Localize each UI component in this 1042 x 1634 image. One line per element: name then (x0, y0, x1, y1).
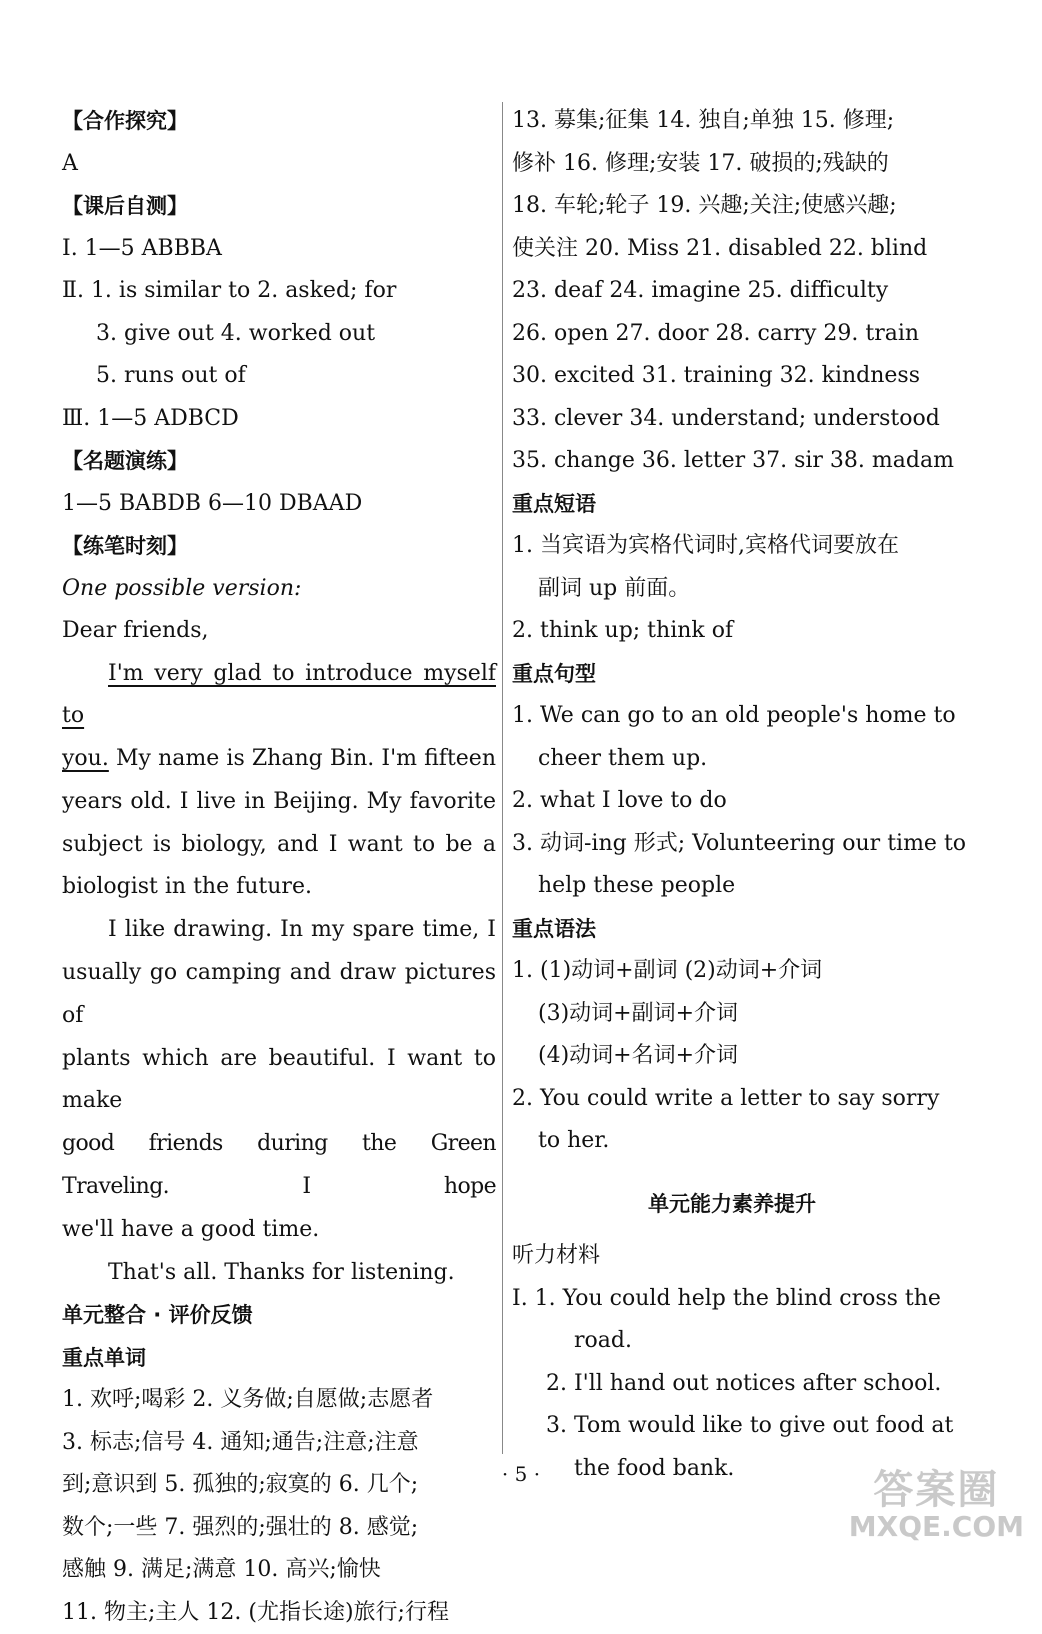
section-heading-kehou: 【课后自测】 (62, 194, 188, 218)
paragraph-text: biologist in the future. (62, 874, 312, 900)
kehou-answer-3: 3. give out 4. worked out (96, 320, 376, 346)
vocab-line: 26. open 27. door 28. carry 29. train (512, 320, 920, 346)
paragraph-text: subject is biology, and I want to be a (62, 831, 496, 857)
section-heading-danci: 重点单词 (62, 1345, 146, 1370)
watermark-text-en: MXQE.COM (848, 1510, 1024, 1543)
kehou-answer-1: Ⅰ. 1—5 ABBBA (62, 235, 222, 261)
vocab-line: 感触 9. 满足;满意 10. 高兴;愉快 (62, 1557, 381, 1583)
paragraph-text: years old. I live in Beijing. My favorite (62, 788, 496, 814)
column-divider (502, 102, 503, 1454)
paragraph-text: good friends during the Green Traveling. I hope (62, 1131, 496, 1200)
underlined-sentence: I'm very glad to introduce myself to (62, 660, 496, 729)
grammar-line: (3)动词+副词+介词 (538, 1000, 739, 1026)
letter-greeting: Dear friends, (62, 618, 209, 643)
vocab-line: 35. change 36. letter 37. sir 38. madam (512, 448, 954, 473)
vocab-line: 修补 16. 修理;安装 17. 破损的;残缺的 (512, 150, 889, 176)
kehou-answer-2: Ⅱ. 1. is similar to 2. asked; for (62, 278, 397, 303)
grammar-line: (4)动词+名词+介词 (538, 1043, 739, 1068)
sentence-line: 3. 动词-ing 形式; Volunteering our time to (512, 830, 967, 856)
sentence-line: cheer them up. (538, 745, 708, 771)
paragraph-text: plants which are beautiful. I want to make (62, 1045, 496, 1114)
section-heading-hezuo: 【合作探究】 (62, 109, 188, 133)
vocab-line: 30. excited 31. training 32. kindness (512, 363, 921, 388)
paragraph-text: My name is Zhang Bin. I'm fifteen (108, 746, 496, 772)
section-heading-duanyu: 重点短语 (512, 491, 596, 516)
listening-line: road. (574, 1328, 632, 1353)
page-number: · 5 · (501, 1462, 541, 1486)
listening-material-label: 听力材料 (512, 1243, 601, 1268)
listening-line: the food bank. (574, 1455, 735, 1481)
grammar-line: to her. (538, 1128, 610, 1153)
phrase-line: 1. 当宾语为宾格代词时,宾格代词要放在 (512, 533, 899, 558)
vocab-line: 使关注 20. Miss 21. disabled 22. blind (512, 235, 928, 261)
mingti-answer: 1—5 BABDB 6—10 DBAAD (62, 490, 363, 516)
vocab-line: 18. 车轮;轮子 19. 兴趣;关注;使感兴趣; (512, 193, 897, 218)
kehou-answer-5: Ⅲ. 1—5 ADBCD (62, 405, 239, 431)
underlined-word: you. (62, 746, 109, 772)
hezuo-answer: A (62, 150, 78, 176)
sentence-line: 1. We can go to an old people's home to (512, 703, 956, 728)
vocab-line: 11. 物主;主人 12. (尤指长途)旅行;行程 (62, 1599, 449, 1625)
left-column (62, 100, 496, 1634)
right-column (512, 100, 967, 1490)
vocab-line: 数个;一些 7. 强烈的;强壮的 8. 感觉; (62, 1514, 419, 1540)
phrase-line: 副词 up 前面。 (538, 575, 691, 601)
sentence-line: help these people (538, 873, 736, 898)
watermark-logo (849, 1468, 1024, 1542)
section-heading-mingti: 【名题演练】 (62, 449, 188, 473)
paragraph-text: we'll have a good time. (62, 1216, 320, 1242)
sentence-line: 2. what I love to do (512, 788, 727, 813)
vocab-line: 1. 欢呼;喝彩 2. 义务做;自愿做;志愿者 (62, 1387, 434, 1413)
paragraph-text: I like drawing. In my spare time, I (108, 917, 496, 943)
unit-ability-title: 单元能力素养提升 (648, 1191, 816, 1216)
letter-paragraph-1 (62, 653, 496, 910)
listening-line: 2. I'll hand out notices after school. (546, 1370, 942, 1396)
phrase-line: 2. think up; think of (512, 618, 734, 643)
letter-closing: That's all. Thanks for listening. (108, 1259, 455, 1285)
vocab-line: 3. 标志;信号 4. 通知;通告;注意;注意 (62, 1429, 419, 1455)
section-heading-yufa: 重点语法 (512, 916, 596, 941)
watermark-text-cn: 答案圈 (873, 1467, 1000, 1513)
vocab-line: 13. 募集;征集 14. 独自;单独 15. 修理; (512, 108, 895, 133)
listening-line: Ⅰ. 1. You could help the blind cross the (512, 1285, 941, 1311)
kehou-answer-4: 5. runs out of (96, 363, 246, 388)
section-heading-lianbi: 【练笔时刻】 (62, 534, 188, 558)
listening-line: 3. Tom would like to give out food at (546, 1413, 954, 1438)
section-heading-danyuan: 单元整合 · 评价反馈 (62, 1303, 253, 1328)
letter-paragraph-2 (62, 909, 496, 1251)
grammar-line: 1. (1)动词+副词 (2)动词+介词 (512, 958, 823, 983)
grammar-line: 2. You could write a letter to say sorry (512, 1085, 940, 1111)
vocab-line: 到;意识到 5. 孤独的;寂寞的 6. 几个; (62, 1472, 419, 1498)
vocab-line: 23. deaf 24. imagine 25. difficulty (512, 278, 889, 303)
vocab-line: 33. clever 34. understand; understood (512, 405, 940, 431)
version-label: One possible version: (62, 575, 302, 601)
paragraph-text: usually go camping and draw pictures of (62, 960, 496, 1028)
section-heading-juxing: 重点句型 (512, 661, 596, 686)
